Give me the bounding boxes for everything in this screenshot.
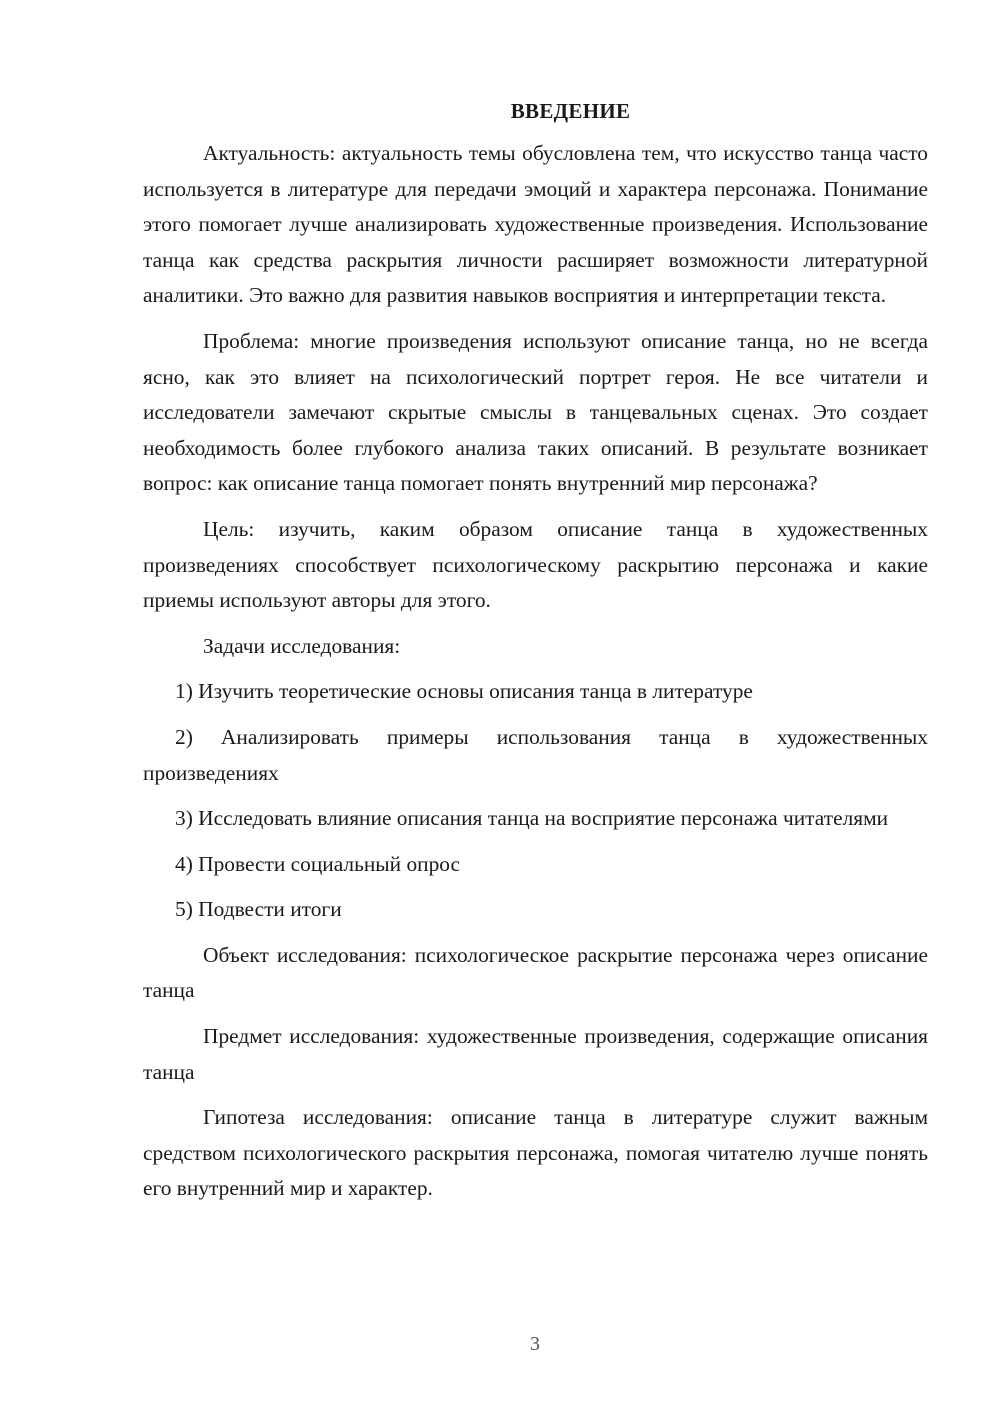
- object-paragraph: Объект исследования: психологическое раскрытие персонажа через описание танца: [143, 942, 928, 1003]
- page-number: 3: [530, 1333, 540, 1355]
- hypothesis-paragraph: Гипотеза исследования: описание танца в литературе служит важным средством психологического раскрытия персонажа, помогая читателю лучше понять его внутренний мир и характер.: [143, 1105, 928, 1201]
- task-item: 4) Провести социальный опрос: [175, 851, 461, 876]
- goal-paragraph: Цель: изучить, каким образом описание танца в художественных произведениях способствует психологическому раскрытию персонажа и какие приемы используют авторы для этого.: [143, 516, 928, 613]
- section-heading: ВВЕДЕНИЕ: [510, 99, 631, 123]
- page-content: [143, 95, 928, 1217]
- task-item: 1) Изучить теоретические основы описания танца в литературе: [175, 679, 753, 704]
- problem-paragraph: Проблема: многие произведения используют описание танца, но не всегда ясно, как это влияет на психологический портрет героя. Не все читатели и исследователи замечают скрытые смыслы в танцевальных сценах. Это создает необходимость более глубокого анализа таких описаний. В результате возникает вопрос: как описание танца помогает понять внутренний мир персонажа?: [143, 328, 928, 496]
- subject-paragraph: Предмет исследования: художественные произведения, содержащие описания танца: [143, 1024, 928, 1084]
- relevance-paragraph: Актуальность: актуальность темы обусловлена тем, что искусство танца часто используется в литературе для передачи эмоций и характера персонажа. Понимание этого помогает лучше анализировать художественные произведения. Использование танца как средства раскрытия личности расширяет возможности литературной аналитики. Это важно для развития навыков восприятия и интерпретации текста.: [143, 141, 928, 308]
- task-item: 5) Подвести итоги: [175, 897, 342, 922]
- tasks-title: Задачи исследования:: [203, 633, 401, 658]
- task-item: 3) Исследовать влияние описания танца на восприятие персонажа читателями: [175, 806, 889, 831]
- task-item: 2) Анализировать примеры использования танца в художественных произведениях: [143, 724, 928, 785]
